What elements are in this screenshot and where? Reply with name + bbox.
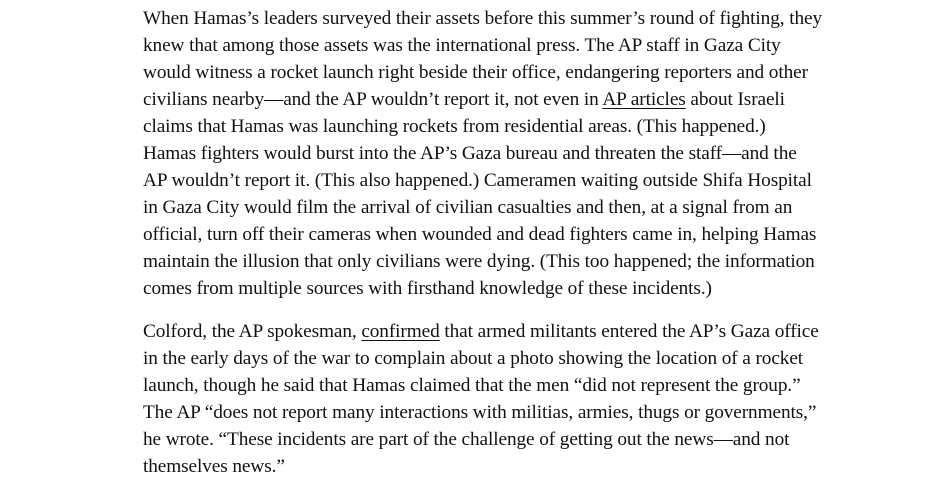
- confirmed-link[interactable]: confirmed: [361, 321, 440, 342]
- paragraph-1-text-2: about Israeli claims that Hamas was launching rockets from residential areas. (This happened.) Hamas fighters would burst into the AP’s Gaza bureau and threaten the staff—and the AP wouldn’t report it. (This also happened.) Cameramen waiting outside Shifa Hospital in Gaza City would film the arrival of civilian casualties and then, at a signal from an official, turn off their cameras when wounded and dead fighters came in, helping Hamas maintain the illusion that only civilians were dying. (This too happened; the information comes from multiple sources with firsthand knowledge of these incidents.): [143, 89, 817, 299]
- paragraph-1-text-1: When Hamas’s leaders surveyed their assets before this summer’s round of fighting, they knew that among those assets was the international press. The AP staff in Gaza City would witness a rocket launch right beside their office, endangering reporters and other civilians nearby—and the AP wouldn’t report it, not even in: [143, 8, 823, 110]
- ap-articles-link[interactable]: AP articles: [602, 89, 686, 110]
- paragraph-1: [143, 5, 823, 302]
- article-body: [143, 5, 823, 496]
- paragraph-2-text-2: that armed militants entered the AP’s Gaza office in the early days of the war to complain about a photo showing the location of a rocket launch, though he said that Hamas claimed that the men “did not represent the group.” The AP “does not report many interactions with militias, armies, thugs or governments,” he wrote. “These incidents are part of the challenge of getting out the news—and not themselves news.”: [143, 321, 819, 477]
- paragraph-2: [143, 318, 823, 480]
- paragraph-2-text-1: Colford, the AP spokesman,: [143, 321, 362, 342]
